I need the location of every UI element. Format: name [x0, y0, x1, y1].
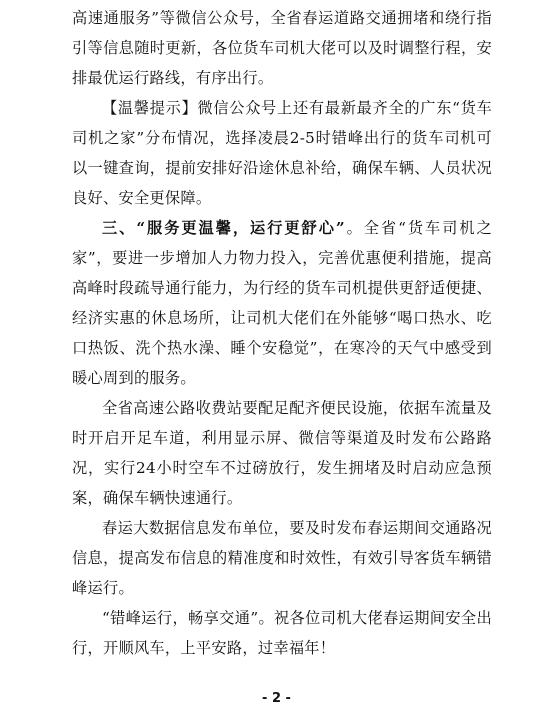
document-body [72, 3, 492, 663]
paragraph-section-three [72, 213, 492, 393]
section-heading: 三、“服务更温馨，运行更舒心” [102, 219, 345, 237]
paragraph-closing [72, 603, 492, 663]
paragraph-text: 春运大数据信息发布单位，要及时发布春运期间交通路况信息，提高发布信息的精准度和时效性，有效引导客货车辆错峰运行。 [72, 519, 492, 597]
paragraph-toll-stations [72, 393, 492, 513]
paragraph-text: 【温馨提示】微信公众号上还有最新最齐全的广东“货车司机之家”分布情况，选择凌晨2-5时错峰出行的货车司机可以一键查询，提前安排好沿途休息补给，确保车辆、人员状况良好、安全更保障。 [72, 99, 492, 207]
paragraph-text: 全省高速公路收费站要配足配齐便民设施，依据车流量及时开启开足车道，利用显示屏、微信等渠道及时发布公路路况，实行24小时空车不过磅放行，发生拥堵及时启动应急预案，确保车辆快速通行。 [72, 399, 492, 507]
paragraph-big-data [72, 513, 492, 603]
paragraph-warm-tip [72, 93, 492, 213]
paragraph-service-info [72, 3, 492, 93]
paragraph-text: “错峰运行，畅享交通”。祝各位司机大佬春运期间安全出行，开顺风车，上平安路，过幸福年！ [72, 609, 492, 657]
paragraph-text: 高速通服务”等微信公众号，全省春运道路交通拥堵和绕行指引等信息随时更新，各位货车司机大佬可以及时调整行程，安排最优运行路线，有序出行。 [72, 9, 492, 87]
page-number: - 2 - [262, 691, 291, 706]
paragraph-text: 。全省“货车司机之家”，要进一步增加人力物力投入，完善优惠便利措施，提高高峰时段疏导通行能力，为行经的货车司机提供更舒适便捷、经济实惠的休息场所，让司机大佬们在外能够“喝口热水、吃口热饭、洗个热水澡、睡个安稳觉”，在寒冷的天气中感受到暖心周到的服务。 [72, 219, 492, 387]
